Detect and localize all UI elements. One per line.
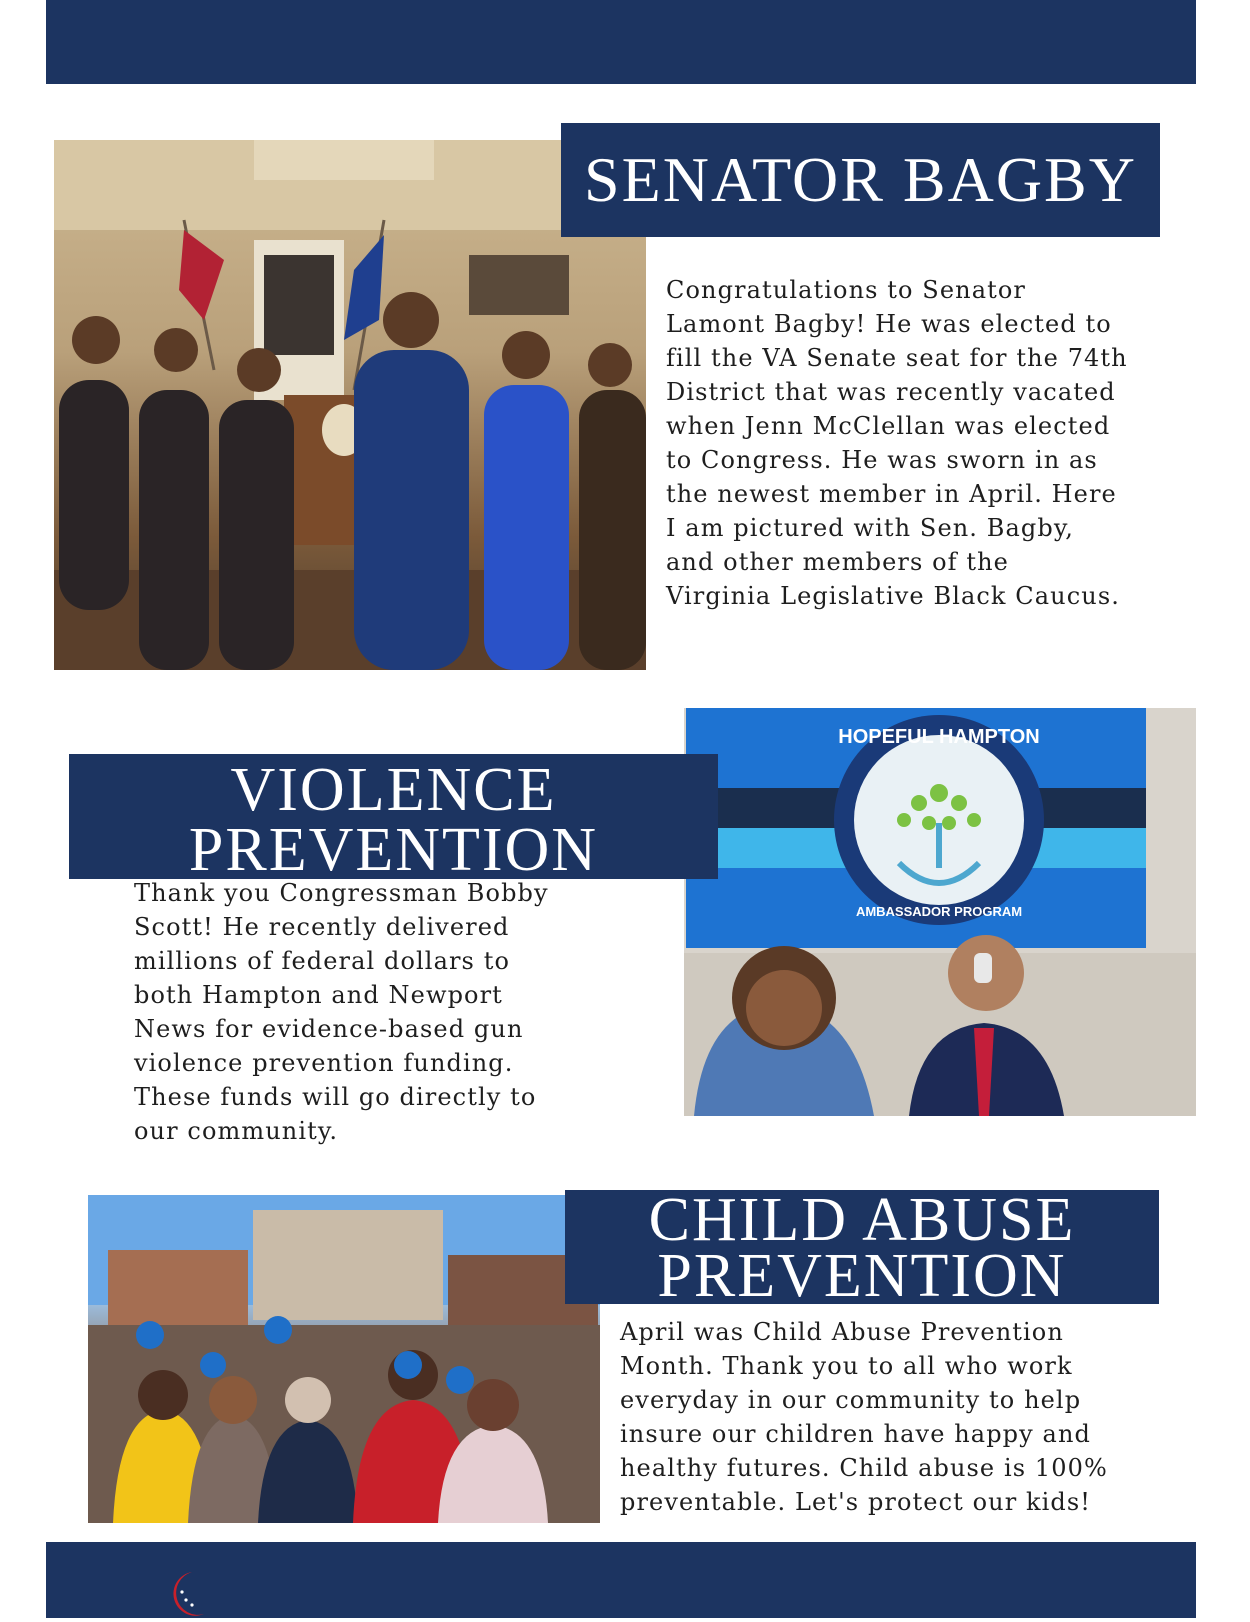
section-body-violence-prevention: Thank you Congressman Bobby Scott! He recently delivered millions of federal dollars to both Hampton and Newport News for evidence-based gun violence prevention funding. These funds will go directly to our community. xyxy=(134,879,549,1145)
section-title-child-abuse-prevention xyxy=(565,1186,1159,1310)
screen-text-top: HOPEFUL HAMPTON xyxy=(838,726,1040,748)
screen-text-bottom: AMBASSADOR PROGRAM xyxy=(855,904,1023,919)
senate-chamber-photo xyxy=(54,140,646,670)
crescent-moon-icon xyxy=(166,1570,208,1618)
footer-bar xyxy=(46,1542,1196,1618)
pinwheel-group-photo xyxy=(88,1195,600,1523)
section-title-violence-prevention xyxy=(69,754,718,884)
section-title-text: CHILD ABUSE PREVENTION xyxy=(648,1186,1076,1310)
section-title-text: VIOLENCE PREVENTION xyxy=(188,756,599,884)
section-title-senator-bagby: SENATOR BAGBY xyxy=(561,123,1160,237)
section-body-child-abuse-prevention: April was Child Abuse Prevention Month. Thank you to all who work everyday in our community to help insure our children have happy and healthy futures. Child abuse is 100% preventable. Let's protect our kids! xyxy=(620,1318,1108,1516)
section-body-senator-bagby: Congratulations to Senator Lamont Bagby! He was elected to fill the VA Senate seat for the 74th District that was recently vacated when Jenn McClellan was elected to Congress. He was sworn in as the newest member in April. Here I am pictured with Sen. Bagby, and other members of the Virginia Legislative Black Caucus. xyxy=(666,276,1128,610)
hopeful-hampton-photo xyxy=(684,708,1196,1116)
header-bar xyxy=(46,0,1196,84)
